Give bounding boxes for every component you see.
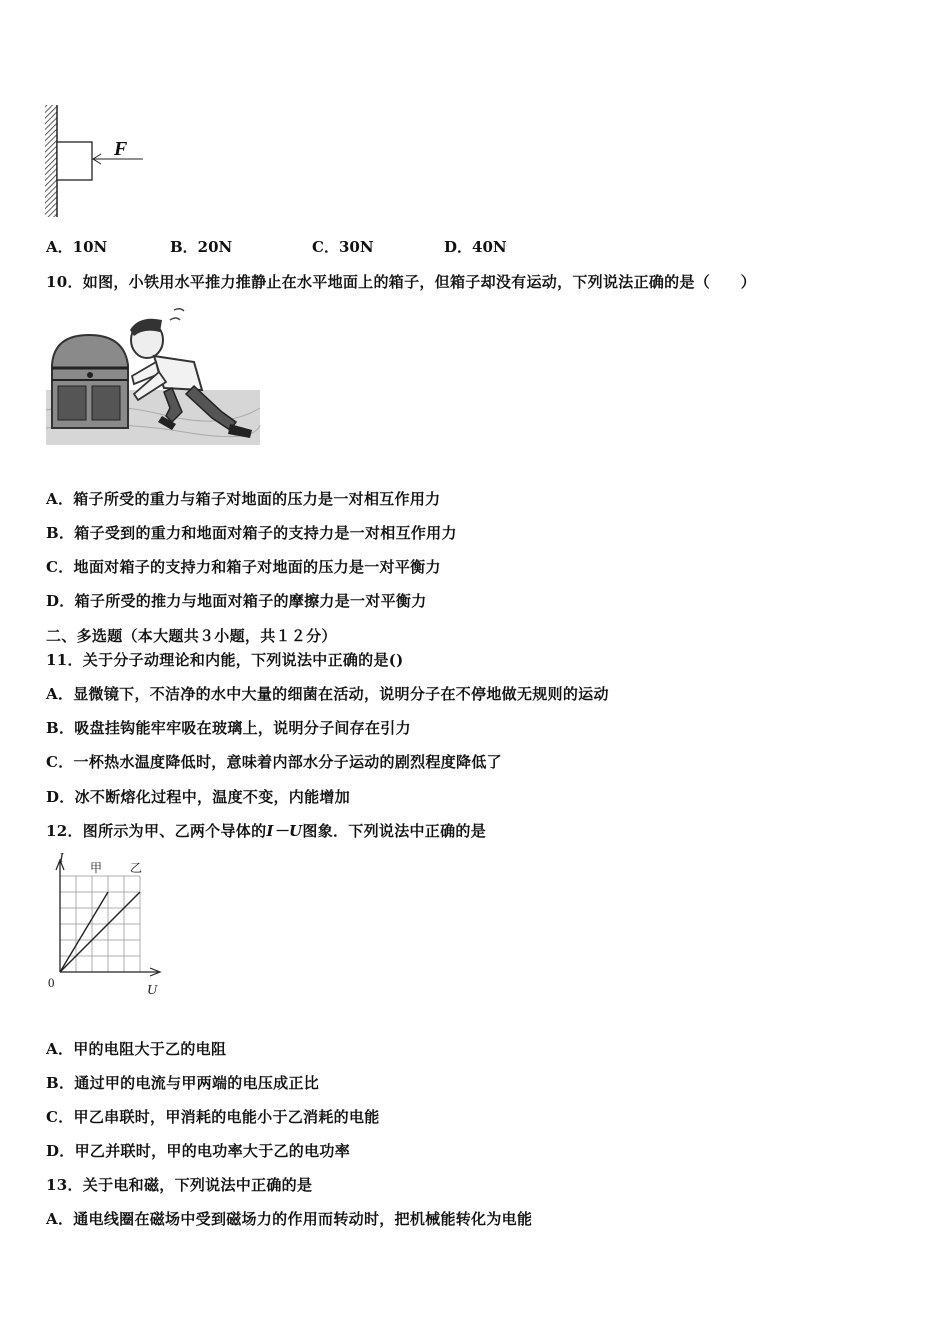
q12-option-c: C．甲乙串联时，甲消耗的电能小于乙消耗的电能	[46, 1108, 380, 1126]
iu-graph	[42, 848, 172, 1000]
q13-option-a: A．通电线圈在磁场中受到磁场力的作用而转动时，把机械能转化为电能	[46, 1210, 533, 1228]
q9-option-c: C．30N	[312, 238, 374, 256]
q12-option-b: B．通过甲的电流与甲两端的电压成正比	[46, 1074, 320, 1092]
section-heading: 二、多选题（本大题共３小题，共１２分）	[46, 627, 337, 645]
q9-option-b: B．20N	[170, 238, 233, 256]
origin-label: 0	[48, 975, 55, 990]
boy-pushing-box-illustration	[44, 300, 262, 448]
q11-option-b: B．吸盘挂钩能牢牢吸在玻璃上，说明分子间存在引力	[46, 719, 411, 737]
grid	[60, 876, 140, 972]
q10-option-d: D．箱子所受的推力与地面对箱子的摩擦力是一对平衡力	[46, 592, 427, 610]
q12-stem-math: I－U	[266, 822, 303, 840]
line-yi-label: 乙	[130, 861, 143, 875]
q12-option-a: A．甲的电阻大于乙的电阻	[46, 1040, 227, 1058]
q10-option-c: C．地面对箱子的支持力和箱子对地面的压力是一对平衡力	[46, 558, 441, 576]
q10-stem: 10．如图，小铁用水平推力推静止在水平地面上的箱子，但箱子却没有运动，下列说法正确的是（ ）	[46, 273, 756, 291]
q11-option-d: D．冰不断熔化过程中，温度不变，内能增加	[46, 788, 351, 806]
q12-stem	[46, 820, 486, 841]
wall-block-figure	[40, 100, 150, 225]
line-jia-label: 甲	[90, 861, 103, 875]
q11-stem: 11．关于分子动理论和内能，下列说法中正确的是()	[46, 651, 404, 669]
q12-stem-prefix: 12．图所示为甲、乙两个导体的	[46, 822, 267, 840]
y-axis-label: I	[59, 851, 64, 866]
q10-option-b: B．箱子受到的重力和地面对箱子的支持力是一对相互作用力	[46, 524, 457, 542]
q13-stem: 13．关于电和磁，下列说法中正确的是	[46, 1176, 313, 1194]
wall	[45, 105, 57, 217]
force-label: F	[114, 138, 128, 160]
q10-option-a: A．箱子所受的重力与箱子对地面的压力是一对相互作用力	[46, 490, 441, 508]
q12-option-d: D．甲乙并联时，甲的电功率大于乙的电功率	[46, 1142, 351, 1160]
x-axis-label: U	[147, 983, 158, 998]
q9-option-d: D．40N	[444, 238, 507, 256]
q12-stem-suffix: 图象．下列说法中正确的是	[302, 822, 486, 840]
q9-option-a: A．10N	[46, 238, 108, 256]
q11-option-a: A．显微镜下，不洁净的水中大量的细菌在活动，说明分子在不停地做无规则的运动	[46, 685, 609, 703]
q11-option-c: C．一杯热水温度降低时，意味着内部水分子运动的剧烈程度降低了	[46, 753, 502, 771]
block	[57, 142, 92, 180]
